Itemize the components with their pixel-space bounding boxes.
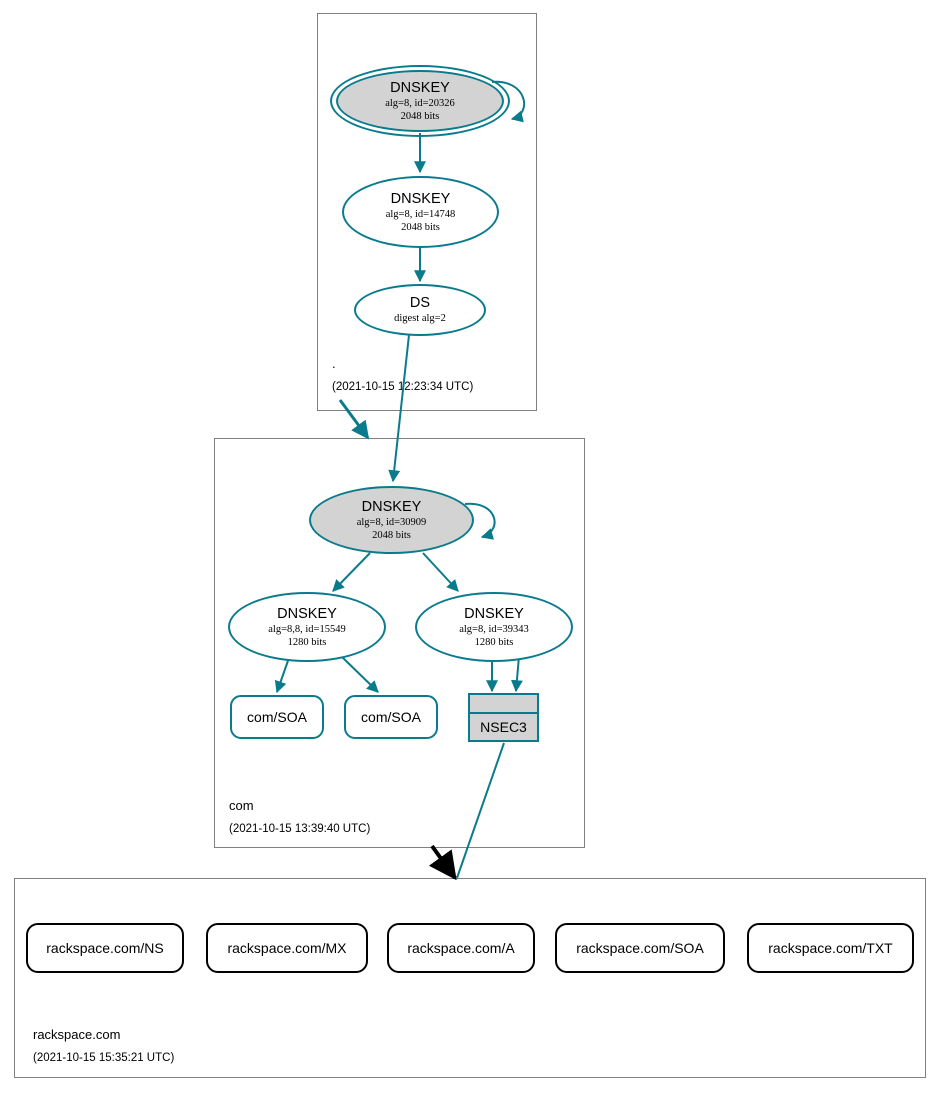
node-com-soa-1[interactable]: com/SOA — [230, 695, 324, 739]
node-com-nsec3-label: NSEC3 — [468, 712, 539, 742]
node-root-ds-digest: digest alg=2 — [394, 313, 446, 324]
node-root-ksk-bits: 2048 bits — [400, 110, 440, 122]
edge-com-zsk-2-to-nsec3-b — [516, 656, 519, 691]
zone-timestamp-com: (2021-10-15 13:39:40 UTC) — [229, 823, 371, 835]
node-root-zsk[interactable] — [342, 176, 499, 248]
node-com-nsec3[interactable] — [468, 693, 539, 743]
node-com-soa-2[interactable]: com/SOA — [344, 695, 438, 739]
zone-timestamp-root: (2021-10-15 12:23:34 UTC) — [332, 381, 474, 393]
node-com-zsk-2-bits: 1280 bits — [474, 636, 514, 648]
node-com-zsk-1[interactable] — [228, 592, 386, 662]
node-com-zsk-2-alg-id: alg=8, id=39343 — [459, 623, 529, 635]
edge-root-ds-to-com-ksk — [393, 335, 409, 481]
node-root-ksk-alg-id: alg=8, id=20326 — [385, 97, 455, 109]
node-com-zsk-2-title: DNSKEY — [464, 605, 524, 622]
node-com-zsk-2[interactable] — [415, 592, 573, 662]
node-root-ksk[interactable] — [336, 70, 504, 132]
zone-timestamp-rackspace: (2021-10-15 15:35:21 UTC) — [33, 1052, 175, 1064]
node-rackspace-a[interactable]: rackspace.com/A — [387, 923, 535, 973]
edge-com-ksk-to-zsk-2 — [423, 553, 458, 591]
node-com-ksk-alg-id: alg=8, id=30909 — [356, 516, 427, 528]
edge-com-zone-to-rackspace-zone — [432, 846, 455, 878]
node-rackspace-mx[interactable]: rackspace.com/MX — [206, 923, 368, 973]
zone-label-rackspace: rackspace.com — [33, 1027, 121, 1042]
node-root-ds-title: DS — [409, 295, 431, 311]
node-com-zsk-1-alg-id: alg=8,8, id=15549 — [268, 623, 346, 635]
node-rackspace-txt[interactable]: rackspace.com/TXT — [747, 923, 914, 973]
node-root-zsk-title: DNSKEY — [390, 190, 451, 207]
edge-com-nsec3-to-rackspace-zone — [457, 743, 504, 878]
zone-label-root: . — [332, 356, 336, 371]
edge-com-ksk-to-zsk-1 — [333, 553, 370, 591]
node-com-ksk[interactable] — [309, 486, 474, 554]
node-com-zsk-1-title: DNSKEY — [277, 605, 337, 622]
node-com-zsk-1-bits: 1280 bits — [287, 636, 327, 648]
edge-root-zone-to-com-zone — [340, 400, 368, 438]
node-com-ksk-bits: 2048 bits — [372, 529, 411, 541]
node-root-ds[interactable] — [354, 284, 486, 336]
node-rackspace-ns[interactable]: rackspace.com/NS — [26, 923, 184, 973]
node-rackspace-soa[interactable]: rackspace.com/SOA — [555, 923, 725, 973]
edge-com-zsk-1-to-soa-2 — [340, 655, 378, 692]
node-root-zsk-alg-id: alg=8, id=14748 — [385, 208, 456, 220]
node-root-zsk-bits: 2048 bits — [401, 221, 440, 233]
node-root-ksk-title: DNSKEY — [390, 79, 450, 96]
node-com-ksk-title: DNSKEY — [361, 498, 422, 515]
node-com-nsec3-header — [468, 693, 539, 713]
zone-label-com: com — [229, 798, 254, 813]
